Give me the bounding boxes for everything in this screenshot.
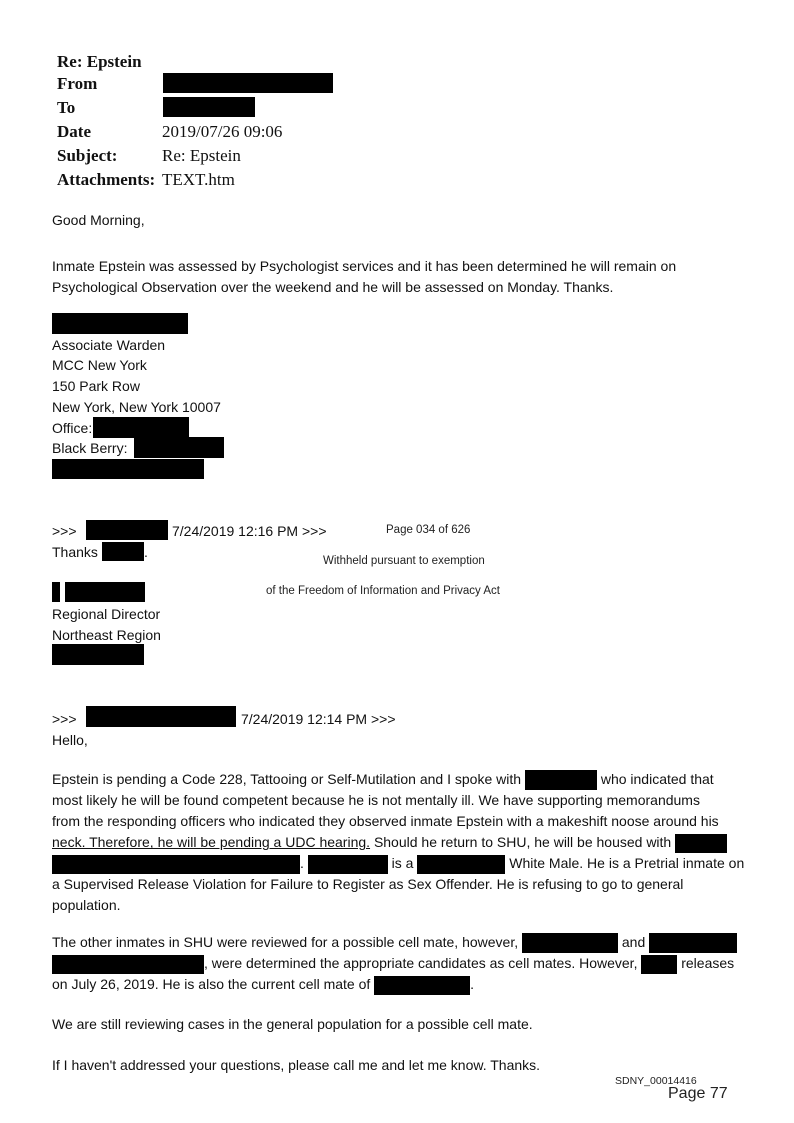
paragraph-4: If I haven't addressed your questions, please call me and let me know. Thanks.: [52, 1057, 541, 1073]
redaction-thanks-name: [102, 542, 144, 561]
p1-line6: a Supervised Release Violation for Failure to Register as Sex Offender. He is refusing to go to general: [52, 876, 684, 893]
redaction-inmate-b: [522, 933, 618, 953]
redaction-inmate-c-cont: [52, 955, 204, 974]
office-label: Office:: [52, 420, 93, 436]
signature-org: MCC New York: [52, 357, 147, 373]
attachments-row: [57, 168, 235, 192]
redaction-sender-name: [52, 313, 188, 334]
p2-line1: The other inmates in SHU were reviewed for a possible cell mate, however, and: [52, 932, 752, 953]
from-row: [57, 72, 97, 96]
date-value: 2019/07/26 09:06: [162, 122, 283, 141]
redaction-inmate-e: [374, 976, 470, 995]
to-row: [57, 96, 75, 120]
message1-line1: Inmate Epstein was assessed by Psychologist services and it has been determined he will remain on: [52, 258, 677, 274]
p1-line7: population.: [52, 897, 121, 914]
p1-line5: . is a White Male. He is a Pretrial inmate on: [52, 853, 752, 874]
forward2-greeting: Hello,: [52, 732, 88, 748]
signature-office: [52, 418, 92, 438]
redaction-to: [163, 97, 255, 117]
redaction-forward2-sender: [86, 706, 236, 727]
greeting: Good Morning,: [52, 212, 145, 228]
redaction-cellmate-a-cont: [52, 855, 300, 874]
attachments-label: Attachments:: [57, 170, 156, 189]
redaction-psychologist: [525, 770, 597, 790]
bates-number: SDNY_00014416: [615, 1075, 697, 1087]
forward1-prefix: >>>: [52, 523, 77, 539]
p1-line1: Epstein is pending a Code 228, Tattooing or Self-Mutilation and I spoke with who indicated that: [52, 769, 752, 790]
redaction-cellmate-a-name: [308, 855, 388, 874]
blackberry-label: Black Berry:: [52, 440, 128, 456]
redaction-cellmate-a: [675, 834, 727, 853]
withheld-stamp: Withheld pursuant to exemption: [323, 555, 485, 567]
redaction-blackberry: [134, 437, 224, 458]
foia-stamp: of the Freedom of Information and Privacy Act: [266, 585, 500, 597]
subject-value: Re: Epstein: [162, 146, 241, 165]
subject-row: [57, 144, 241, 168]
forward1-role: Regional Director: [52, 606, 161, 622]
forward1-timestamp: 7/24/2019 12:16 PM >>>: [172, 523, 327, 539]
paragraph-1: [52, 769, 752, 916]
signature-blackberry: [52, 438, 127, 458]
from-label: From: [57, 74, 98, 93]
redaction-rd-contact: [52, 644, 144, 665]
redaction-from: [163, 73, 333, 93]
p1-line2: most likely he will be found competent because he is not mentally ill. We have supporting memorandums: [52, 792, 700, 809]
signature-title: Associate Warden: [52, 337, 166, 353]
attachments-value[interactable]: TEXT.htm: [162, 170, 235, 189]
forward2-prefix: >>>: [52, 711, 77, 727]
redaction-inmate-d: [641, 955, 677, 974]
redaction-rd-name: [65, 582, 145, 602]
message1-line2: Psychological Observation over the weekend and he will be assessed on Monday. Thanks.: [52, 279, 614, 295]
p2-line3: on July 26, 2019. He is also the current cell mate of .: [52, 974, 752, 995]
forward1-thanks: Thanks: [52, 544, 98, 560]
page-count-stamp: Page 034 of 626: [386, 524, 471, 536]
redaction-office-phone: [93, 417, 189, 438]
forward2-timestamp: 7/24/2019 12:14 PM >>>: [241, 711, 396, 727]
signature-city: New York, New York 10007: [52, 399, 221, 415]
paragraph-3: We are still reviewing cases in the general population for a possible cell mate.: [52, 1016, 533, 1032]
date-row: [57, 120, 282, 144]
paragraph-2: [52, 932, 752, 995]
redaction-email: [52, 459, 204, 479]
forward1-period: .: [144, 544, 148, 560]
redaction-inmate-c: [649, 933, 737, 953]
p2-line2: , were determined the appropriate candidates as cell mates. However, releases: [52, 953, 752, 974]
email-header-title: Re: Epstein: [57, 52, 142, 71]
page-number: Page 77: [668, 1085, 728, 1102]
redaction-rd-initial: [52, 582, 60, 602]
subject-label: Subject:: [57, 146, 118, 165]
p1-line3: from the responding officers who indicated they observed inmate Epstein with a makeshift noose around his: [52, 813, 719, 830]
forward1-region: Northeast Region: [52, 627, 161, 643]
to-label: To: [57, 98, 76, 117]
date-label: Date: [57, 122, 91, 141]
signature-street: 150 Park Row: [52, 378, 140, 394]
redaction-forward1-sender: [86, 520, 168, 540]
p1-line4: neck. Therefore, he will be pending a UDC hearing. Should he return to SHU, he will be housed with: [52, 832, 752, 853]
redaction-age: [417, 855, 505, 874]
